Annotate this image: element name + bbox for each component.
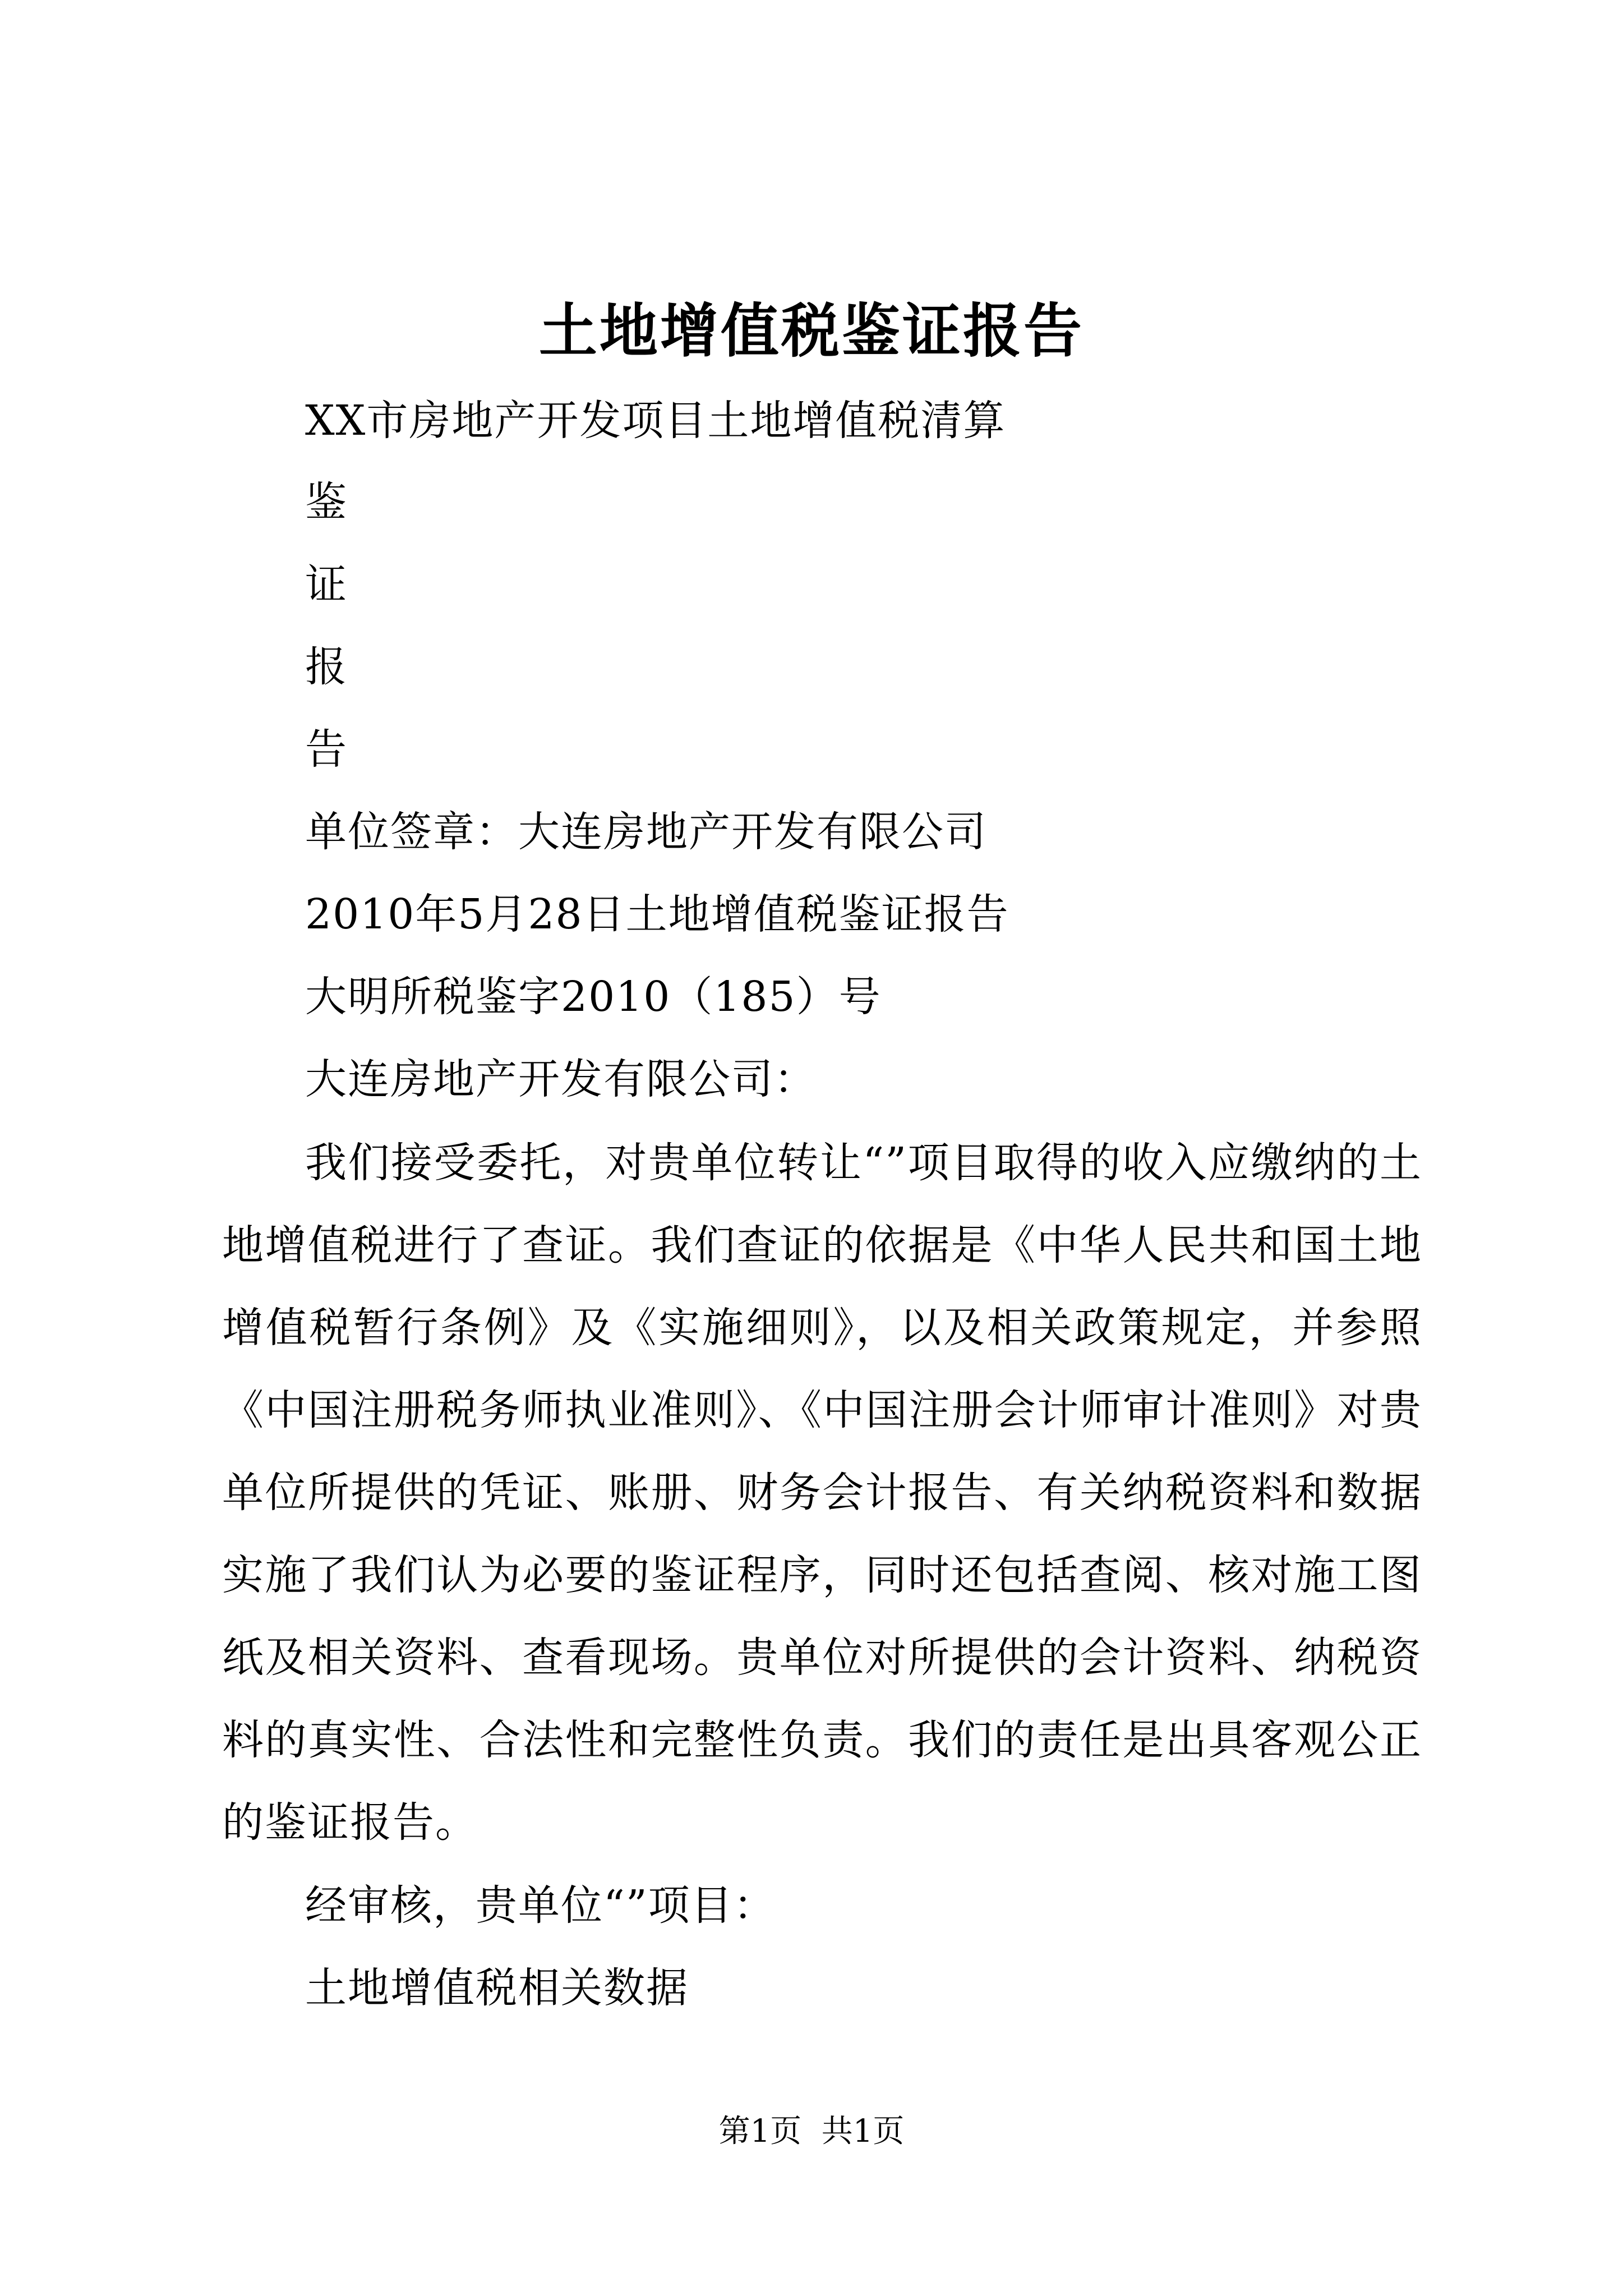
date-line: 2010年5月28日土地增值税鉴证报告 [305, 890, 1009, 938]
vertical-char-1: 鉴 [305, 478, 348, 526]
reference-number: 大明所税鉴字2010（185）号 [305, 973, 882, 1021]
data-heading: 土地增值税相关数据 [305, 1964, 689, 2012]
page-footer: 第1页 共1页 [718, 2113, 905, 2150]
vertical-char-2: 证 [305, 560, 348, 609]
addressee: 大连房地产开发有限公司： [305, 1055, 817, 1103]
body-paragraph: 我们接受委托，对贵单位转让“”项目取得的收入应缴纳的土地增值税进行了查证。我们查证的依据是《中华人民共和国土地增值税暂行条例》及《实施细则》，以及相关政策规定，并参照《中国注册税务师执业准则》、《中国注册会计师审计准则》对贵单位所提供的凭证、账册、财务会计报告、有关纳税资料和数据实施了我们认为必要的鉴证程序，同时还包括查阅、核对施工图纸及相关资料、查看现场。贵单位对所提供的会计资料、纳税资料的真实性、合法性和完整性负责。我们的责任是出具客观公正的鉴证报告。 [222, 1139, 1422, 1847]
vertical-char-4: 告 [305, 725, 348, 774]
seal-line: 单位签章：大连房地产开发有限公司 [305, 808, 987, 856]
vertical-char-3: 报 [305, 643, 348, 691]
review-line: 经审核，贵单位“”项目： [305, 1881, 776, 1930]
project-line: XX市房地产开发项目土地增值税清算 [305, 397, 1006, 445]
document-title: 土地增值税鉴证报告 [538, 296, 1084, 365]
